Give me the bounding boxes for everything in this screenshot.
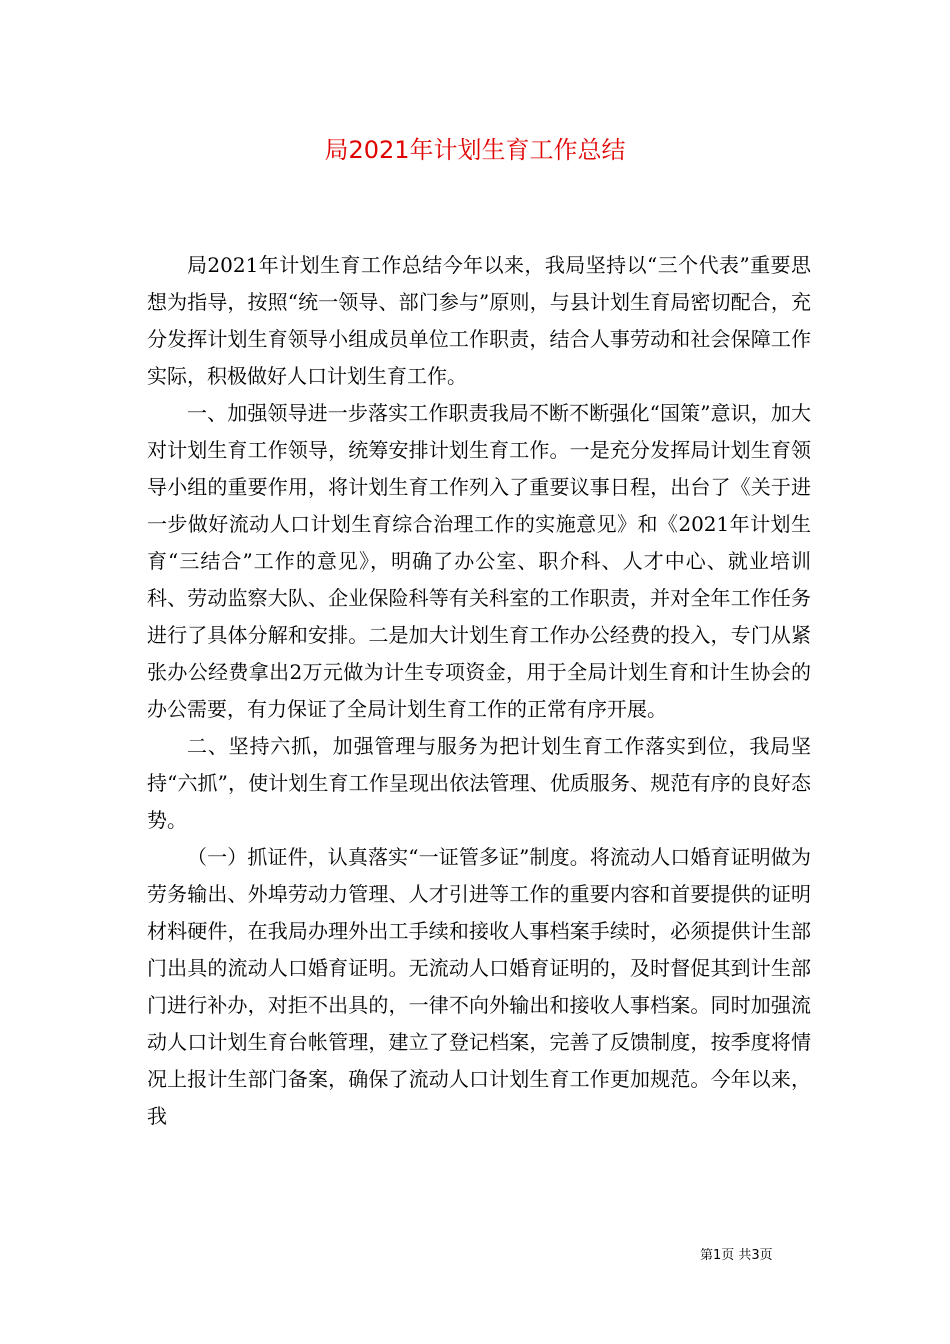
paragraph-section-1: 一、加强领导进一步落实工作职责我局不断不断强化“国策”意识，加大对计划生育工作领导，统筹安排计划生育工作。一是充分发挥局计划生育领导小组的重要作用，将计划生育工作列入了重要议事日程，出台了《关于进一步做好流动人口计划生育综合治理工作的实施意见》和《2021年计划生育“三结合”工作的意见》，明确了办公室、职介科、人才中心、就业培训科、劳动监察大队、企业保险科等有关科室的工作职责，并对全年工作任务进行了具体分解和安排。二是加大计划生育工作办公经费的投入，专门从紧张办公经费拿出2万元做为计生专项资金，用于全局计划生育和计生协会的办公需要，有力保证了全局计划生育工作的正常有序开展。 xyxy=(147,401,811,721)
paragraph-intro: 局2021年计划生育工作总结今年以来，我局坚持以“三个代表”重要思想为指导，按照“统一领导、部门参与”原则，与县计划生育局密切配合，充分发挥计划生育领导小组成员单位工作职责，结合人事劳动和社会保障工作实际，积极做好人口计划生育工作。 xyxy=(147,253,811,388)
document-body xyxy=(147,247,811,1135)
page-number: 第1页 共3页 xyxy=(700,1248,773,1263)
paragraph-subsection-1: （一）抓证件，认真落实“一证管多证”制度。将流动人口婚育证明做为劳务输出、外埠劳动力管理、人才引进等工作的重要内容和首要提供的证明材料硬件，在我局办理外出工手续和接收人事档案手续时，必须提供计生部门出具的流动人口婚育证明。无流动人口婚育证明的，及时督促其到计生部门进行补办，对拒不出具的，一律不向外输出和接收人事档案。同时加强流动人口计划生育台帐管理，建立了登记档案，完善了反馈制度，按季度将情况上报计生部门备案，确保了流动人口计划生育工作更加规范。今年以来，我 xyxy=(147,845,811,1128)
paragraph-section-2: 二、坚持六抓，加强管理与服务为把计划生育工作落实到位，我局坚持“六抓”，使计划生育工作呈现出依法管理、优质服务、规范有序的良好态势。 xyxy=(147,734,811,832)
document-title: 局2021年计划生育工作总结 xyxy=(324,136,626,164)
